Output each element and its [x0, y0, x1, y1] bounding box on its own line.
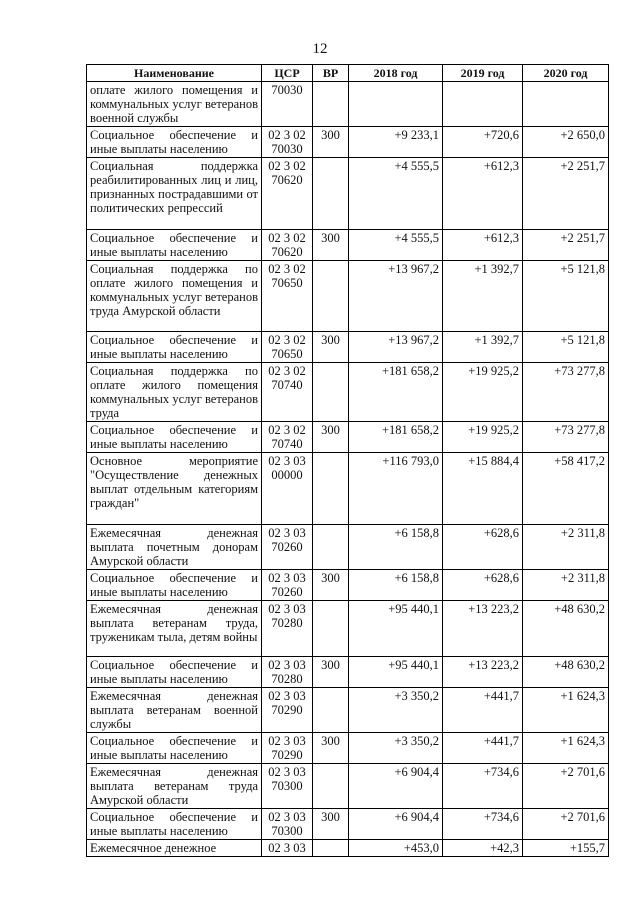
table-row	[87, 601, 609, 657]
table-row	[87, 230, 609, 261]
row-2019-cell: +441,7	[443, 733, 523, 764]
row-2019-cell: +441,7	[443, 688, 523, 733]
row-2020-cell	[523, 82, 609, 127]
row-name-cell: Социальное обеспечение и иные выплаты населению	[87, 657, 262, 688]
row-name-cell: оплате жилого помещения и коммунальных услуг ветеранов военной службы	[87, 82, 262, 127]
row-2020-cell: +2 311,8	[523, 570, 609, 601]
row-2019-cell: +612,3	[443, 230, 523, 261]
row-2018-cell	[349, 82, 443, 127]
row-2019-cell: +19 925,2	[443, 363, 523, 422]
table-header-row	[87, 65, 609, 82]
row-2018-cell: +6 158,8	[349, 570, 443, 601]
row-code-cell: 02 3 03 70290	[262, 688, 313, 733]
row-2020-cell: +48 630,2	[523, 601, 609, 657]
column-header-name: Наименование	[87, 65, 262, 82]
row-2018-cell: +6 904,4	[349, 809, 443, 840]
row-2020-cell: +73 277,8	[523, 363, 609, 422]
row-vr-cell	[313, 453, 349, 525]
row-2018-cell: +453,0	[349, 840, 443, 857]
row-2020-cell: +73 277,8	[523, 422, 609, 453]
row-code-cell: 02 3 02 70740	[262, 422, 313, 453]
row-name-cell: Социальная поддержка реабилитированных лиц и лиц, признанных пострадавшими от политических репрессий	[87, 158, 262, 230]
row-code-cell: 02 3 02 70620	[262, 158, 313, 230]
row-name-cell: Социальное обеспечение и иные выплаты населению	[87, 733, 262, 764]
row-2020-cell: +1 624,3	[523, 688, 609, 733]
row-2019-cell: +42,3	[443, 840, 523, 857]
row-2018-cell: +4 555,5	[349, 230, 443, 261]
row-vr-cell	[313, 840, 349, 857]
row-2020-cell: +2 311,8	[523, 525, 609, 570]
row-name-cell: Социальное обеспечение и иные выплаты населению	[87, 127, 262, 158]
row-2018-cell: +6 904,4	[349, 764, 443, 809]
row-2018-cell: +116 793,0	[349, 453, 443, 525]
column-header-vr: ВР	[313, 65, 349, 82]
row-2019-cell	[443, 82, 523, 127]
table-row	[87, 809, 609, 840]
table-row	[87, 332, 609, 363]
row-2020-cell: +2 251,7	[523, 230, 609, 261]
row-2019-cell: +628,6	[443, 570, 523, 601]
row-vr-cell	[313, 158, 349, 230]
row-2019-cell: +13 223,2	[443, 601, 523, 657]
row-2019-cell: +13 223,2	[443, 657, 523, 688]
row-code-cell: 02 3 02 70030	[262, 127, 313, 158]
page-number: 12	[312, 41, 328, 57]
row-vr-cell	[313, 261, 349, 332]
row-2018-cell: +3 350,2	[349, 688, 443, 733]
row-name-cell: Социальная поддержка по оплате жилого помещения коммунальных услуг ветеранов труда	[87, 363, 262, 422]
row-vr-cell	[313, 764, 349, 809]
row-vr-cell	[313, 363, 349, 422]
row-code-cell: 02 3 02 70650	[262, 261, 313, 332]
row-name-cell: Ежемесячная денежная выплата ветеранам военной службы	[87, 688, 262, 733]
row-code-cell: 02 3 03 70260	[262, 570, 313, 601]
row-2019-cell: +734,6	[443, 764, 523, 809]
row-vr-cell: 300	[313, 230, 349, 261]
row-vr-cell: 300	[313, 570, 349, 601]
row-code-cell: 02 3 03 70290	[262, 733, 313, 764]
row-2018-cell: +181 658,2	[349, 422, 443, 453]
row-code-cell: 02 3 03 70280	[262, 657, 313, 688]
row-code-cell: 02 3 03 70300	[262, 809, 313, 840]
table-row	[87, 570, 609, 601]
row-2020-cell: +1 624,3	[523, 733, 609, 764]
row-2018-cell: +13 967,2	[349, 332, 443, 363]
table-row	[87, 688, 609, 733]
column-header-2019: 2019 год	[443, 65, 523, 82]
row-vr-cell	[313, 601, 349, 657]
budget-table	[86, 64, 609, 857]
table-row	[87, 261, 609, 332]
row-code-cell: 02 3 03 70260	[262, 525, 313, 570]
row-2020-cell: +2 650,0	[523, 127, 609, 158]
column-header-csr: ЦСР	[262, 65, 313, 82]
row-2018-cell: +181 658,2	[349, 363, 443, 422]
row-name-cell: Ежемесячная денежная выплата ветеранам труда Амурской области	[87, 764, 262, 809]
row-2018-cell: +6 158,8	[349, 525, 443, 570]
row-code-cell: 02 3 02 70650	[262, 332, 313, 363]
row-code-cell: 02 3 03 70300	[262, 764, 313, 809]
row-name-cell: Ежемесячное денежное	[87, 840, 262, 857]
row-vr-cell: 300	[313, 657, 349, 688]
row-code-cell: 70030	[262, 82, 313, 127]
row-2020-cell: +58 417,2	[523, 453, 609, 525]
row-code-cell: 02 3 03 00000	[262, 453, 313, 525]
row-code-cell: 02 3 03	[262, 840, 313, 857]
row-vr-cell: 300	[313, 809, 349, 840]
row-2019-cell: +734,6	[443, 809, 523, 840]
table-row	[87, 840, 609, 857]
row-2018-cell: +13 967,2	[349, 261, 443, 332]
row-2019-cell: +720,6	[443, 127, 523, 158]
row-2019-cell: +612,3	[443, 158, 523, 230]
table-row	[87, 733, 609, 764]
row-2019-cell: +628,6	[443, 525, 523, 570]
row-name-cell: Основное мероприятие "Осуществление денежных выплат отдельным категориям граждан"	[87, 453, 262, 525]
row-2019-cell: +1 392,7	[443, 332, 523, 363]
row-vr-cell: 300	[313, 332, 349, 363]
row-2020-cell: +5 121,8	[523, 332, 609, 363]
row-vr-cell	[313, 688, 349, 733]
row-code-cell: 02 3 03 70280	[262, 601, 313, 657]
table-row	[87, 422, 609, 453]
table-row	[87, 525, 609, 570]
row-name-cell: Социальное обеспечение и иные выплаты населению	[87, 809, 262, 840]
table-row	[87, 764, 609, 809]
row-name-cell: Социальное обеспечение и иные выплаты населению	[87, 332, 262, 363]
row-2018-cell: +95 440,1	[349, 601, 443, 657]
table-row	[87, 453, 609, 525]
row-2020-cell: +2 701,6	[523, 764, 609, 809]
table-row	[87, 657, 609, 688]
row-vr-cell	[313, 82, 349, 127]
row-2020-cell: +155,7	[523, 840, 609, 857]
row-2019-cell: +1 392,7	[443, 261, 523, 332]
column-header-2018: 2018 год	[349, 65, 443, 82]
row-code-cell: 02 3 02 70620	[262, 230, 313, 261]
table-row	[87, 158, 609, 230]
row-2018-cell: +9 233,1	[349, 127, 443, 158]
row-name-cell: Социальное обеспечение и иные выплаты населению	[87, 422, 262, 453]
row-2020-cell: +5 121,8	[523, 261, 609, 332]
row-vr-cell: 300	[313, 733, 349, 764]
row-2020-cell: +2 251,7	[523, 158, 609, 230]
row-code-cell: 02 3 02 70740	[262, 363, 313, 422]
row-2018-cell: +95 440,1	[349, 657, 443, 688]
row-name-cell: Социальное обеспечение и иные выплаты населению	[87, 230, 262, 261]
row-vr-cell	[313, 525, 349, 570]
row-2019-cell: +15 884,4	[443, 453, 523, 525]
row-2018-cell: +3 350,2	[349, 733, 443, 764]
row-vr-cell: 300	[313, 422, 349, 453]
row-2018-cell: +4 555,5	[349, 158, 443, 230]
table-body	[87, 82, 609, 857]
table-row	[87, 127, 609, 158]
table-row	[87, 82, 609, 127]
table-row	[87, 363, 609, 422]
row-2020-cell: +48 630,2	[523, 657, 609, 688]
column-header-2020: 2020 год	[523, 65, 609, 82]
row-name-cell: Социальное обеспечение и иные выплаты населению	[87, 570, 262, 601]
row-2020-cell: +2 701,6	[523, 809, 609, 840]
row-name-cell: Ежемесячная денежная выплата ветеранам труда, труженикам тыла, детям войны	[87, 601, 262, 657]
row-2019-cell: +19 925,2	[443, 422, 523, 453]
row-vr-cell: 300	[313, 127, 349, 158]
row-name-cell: Социальная поддержка по оплате жилого помещения и коммунальных услуг ветеранов труда Амурской области	[87, 261, 262, 332]
row-name-cell: Ежемесячная денежная выплата почетным донорам Амурской области	[87, 525, 262, 570]
